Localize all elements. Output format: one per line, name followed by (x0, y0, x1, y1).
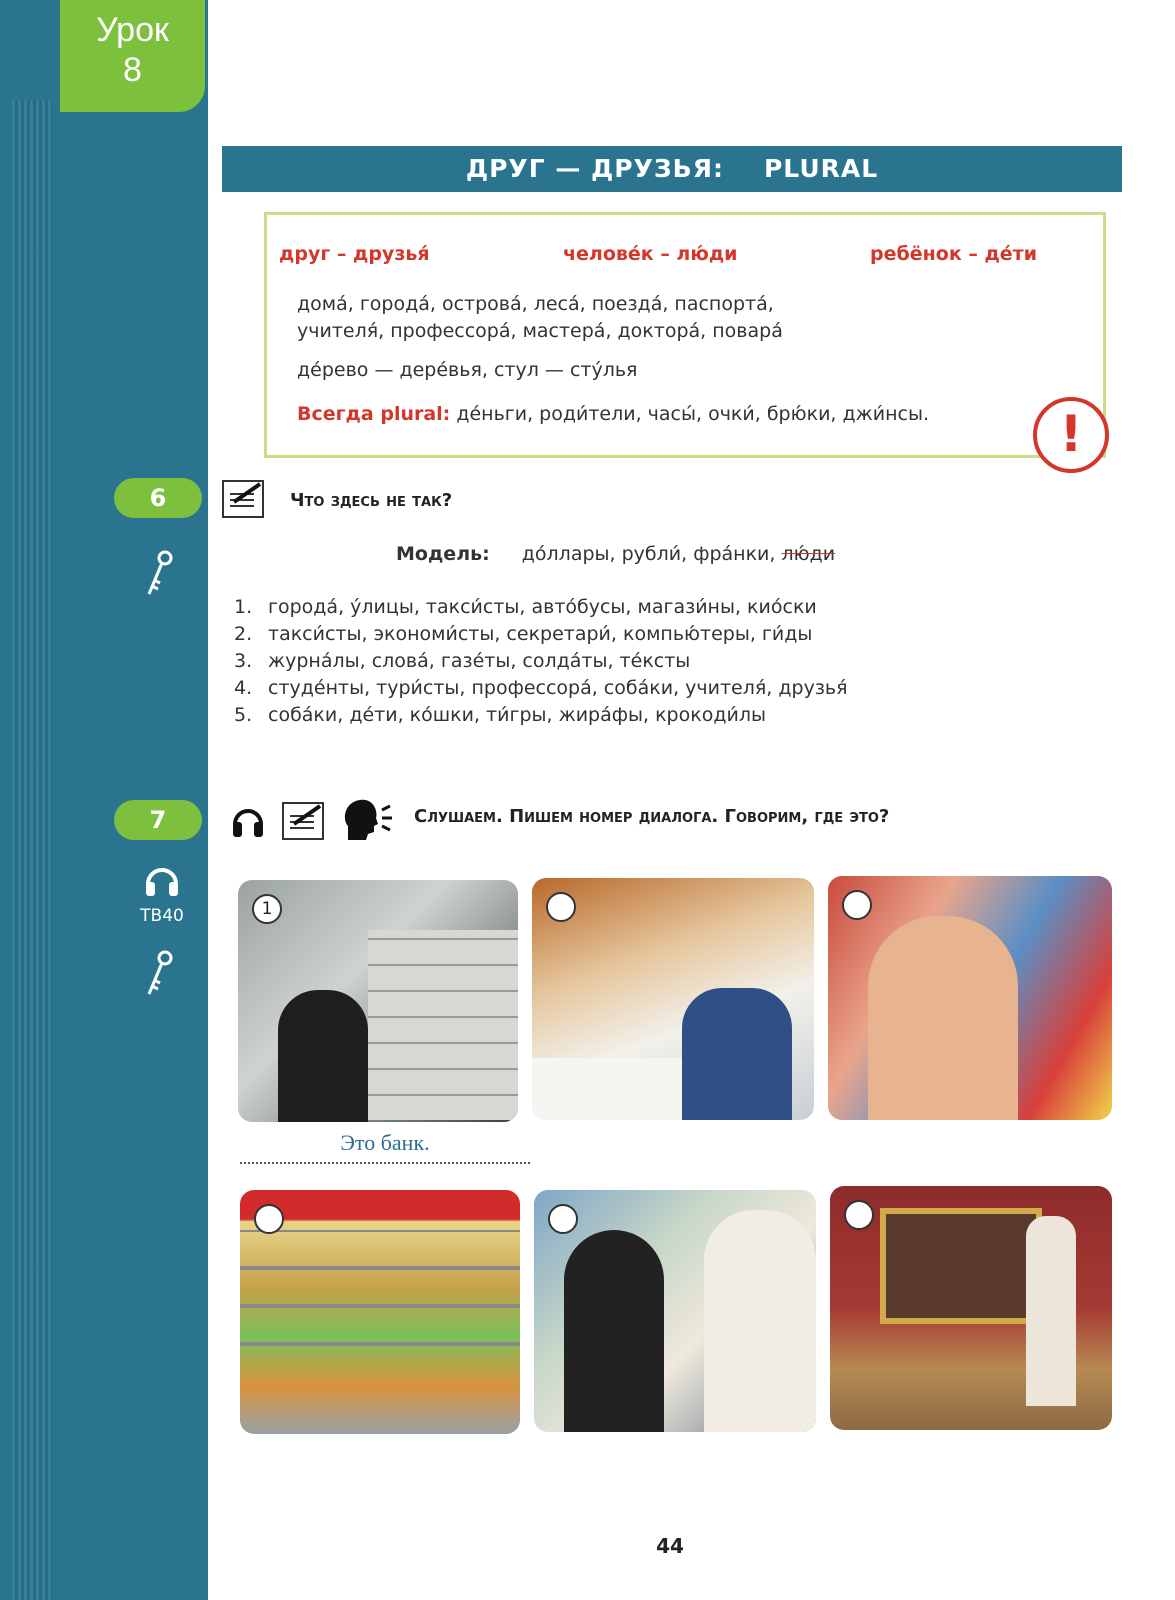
header-title-ru: ДРУГ — ДРУЗЬЯ: (465, 154, 724, 183)
rule-line-1: дома́, города́, острова́, леса́, поезда́, паспорта́, (297, 293, 774, 315)
list-item (234, 594, 848, 621)
item-text: города́, у́лицы, такси́сты, авто́бусы, магази́ны, кио́ски (268, 596, 817, 618)
exercise-7-badge: 7 (114, 800, 202, 840)
list-item (234, 675, 848, 702)
item-number: 1. (234, 596, 253, 618)
headphones-icon (230, 802, 266, 842)
shelves (240, 1230, 520, 1380)
exercise-6-title: Что здесь не так? (290, 490, 453, 511)
lesson-number: 8 (123, 51, 142, 89)
exercise-7-title: Слушаем. Пишем номер диалога. Говорим, где это? (414, 806, 890, 827)
photo-bank (238, 880, 518, 1122)
exercise-6-badge: 6 (114, 478, 202, 518)
photo-number-circle[interactable] (844, 1200, 874, 1230)
item-text: журна́лы, слова́, газе́ты, солда́ты, те́ксты (268, 650, 691, 672)
item-number: 2. (234, 623, 253, 645)
item-text: такси́сты, экономи́сты, секретари́, компью́теры, ги́ды (268, 623, 813, 645)
photo-souvenir-market (828, 876, 1112, 1120)
item-number: 4. (234, 677, 253, 699)
photo-number-circle[interactable]: 1 (252, 894, 282, 924)
item-text: соба́ки, де́ти, ко́шки, ти́гры, жира́фы, крокоди́лы (268, 704, 766, 726)
photo-number-circle[interactable] (548, 1204, 578, 1234)
deposit-boxes (368, 930, 518, 1120)
answer-text: Это банк. (340, 1130, 430, 1155)
woman-figure (868, 916, 1018, 1120)
pen-paper-icon (222, 480, 264, 518)
lesson-tab (60, 0, 205, 112)
painting (880, 1208, 1042, 1324)
rule-pair-3: ребёнок – де́ти (870, 243, 1038, 265)
list-item (234, 648, 848, 675)
photo-supermarket (240, 1190, 520, 1434)
counter (532, 1058, 682, 1120)
speaker-icon (342, 796, 394, 844)
photo-museum (830, 1186, 1112, 1430)
key-icon (143, 548, 177, 598)
list-item (234, 621, 848, 648)
headphones-icon (142, 860, 182, 900)
item-number: 5. (234, 704, 253, 726)
man-figure (682, 988, 792, 1120)
woman-right-figure (704, 1210, 816, 1432)
rule-line-2: учителя́, профессора́, мастера́, доктора́, повара́ (297, 320, 783, 342)
item-text: студе́нты, тури́сты, профессора́, соба́ки, учителя́, друзья́ (268, 677, 848, 699)
lesson-word: Урок (96, 11, 169, 49)
model-line (396, 543, 835, 565)
page-edge-stripes (12, 100, 52, 1600)
rule-pair-1: друг – друзья́ (279, 243, 430, 265)
section-header (222, 146, 1122, 192)
answer-dotted-line (240, 1162, 530, 1164)
list-item (234, 702, 848, 729)
header-title-en: PLURAL (763, 154, 879, 183)
model-words: до́ллары, рубли́, фра́нки, (521, 543, 776, 565)
photo-number-circle[interactable] (842, 890, 872, 920)
model-odd-word: лю́ди (781, 543, 836, 565)
grammar-rule-box (264, 212, 1106, 458)
item-number: 3. (234, 650, 253, 672)
photo-airport (532, 878, 814, 1120)
rule-always-line (297, 401, 929, 428)
photo-number-circle[interactable] (254, 1204, 284, 1234)
always-plural-label: Всегда plural: (297, 403, 451, 425)
audio-track-label: TB40 (140, 906, 184, 926)
woman-left-figure (564, 1230, 664, 1432)
page-number: 44 (656, 1534, 684, 1558)
statue (1026, 1216, 1076, 1406)
people-silhouette (278, 990, 368, 1122)
photo-travel-agency (534, 1190, 816, 1432)
rule-line-3: де́рево — дере́вья, стул — сту́лья (297, 359, 638, 381)
rule-pair-2: челове́к – лю́ди (563, 243, 738, 265)
key-icon (143, 948, 177, 998)
photo-number-circle[interactable] (546, 892, 576, 922)
exercise-6-list (234, 594, 848, 729)
pen-paper-icon (282, 802, 324, 840)
exclamation-icon: ! (1033, 397, 1109, 473)
always-plural-words: де́ньги, роди́тели, часы́, очки́, брю́ки, джи́нсы. (456, 403, 930, 425)
model-label: Модель: (396, 543, 490, 565)
